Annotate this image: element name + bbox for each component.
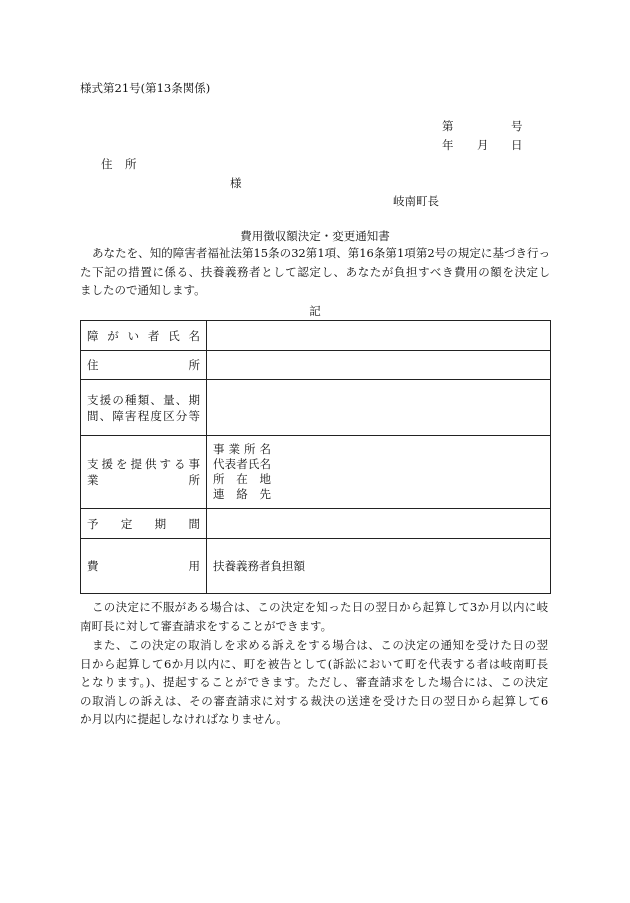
disabled-person-name-label: 障がい者氏名	[81, 321, 207, 351]
address-cell[interactable]	[207, 351, 551, 380]
provider-contact-label: 連 絡 先	[213, 487, 271, 501]
notes-p1-line-2: 南町長に対して審査請求をすることができます。	[80, 618, 333, 633]
address-label-2: 所	[125, 157, 137, 171]
intro-paragraph	[80, 244, 550, 300]
intro-line-3: ましたので通知します。	[80, 283, 206, 297]
notes-p2-line-1: また、この決定の取消しを求める訴えをする場合は、この決定の通知を受けた日の翌	[92, 638, 548, 652]
scheduled-period-cell[interactable]	[207, 509, 551, 539]
table-row	[81, 351, 551, 380]
date-year: 年	[442, 138, 454, 152]
document-number-go: 号	[511, 119, 523, 133]
table-row	[81, 436, 551, 509]
table-row	[81, 380, 551, 436]
notes-p2-line-4: の取消しの訴えは、その審査請求に対する裁決の送達を受けた日の翌日から起算して6	[80, 693, 548, 708]
disabled-person-name-cell[interactable]	[207, 321, 551, 351]
support-type-cell[interactable]	[207, 380, 551, 436]
document-number-dai: 第	[442, 119, 454, 133]
address-row-label: 住 所	[81, 351, 207, 380]
addressee-honorific: 様	[230, 176, 242, 190]
notes-p2-line-2: 日から起算して6か月以内に、町を被告として(訴訟において町を代表する者は岐南町長	[80, 656, 548, 671]
date-day: 日	[511, 138, 523, 152]
provider-cell	[207, 436, 551, 509]
document-title: 費用徴収額決定・変更通知書	[240, 229, 390, 243]
form-table	[80, 320, 551, 594]
provider-location-label: 所 在 地	[213, 472, 271, 486]
support-type-label: 支援の種類、量、期間、障害程度区分等	[81, 380, 207, 436]
scheduled-period-label: 予定期間	[81, 509, 207, 539]
cost-cell: 扶養義務者負担額	[207, 539, 551, 594]
address-label-1: 住	[101, 157, 113, 171]
intro-line-2: た下記の措置に係る、扶養義務者として認定し、あなたが負担すべき費用の額を決定し	[80, 264, 550, 279]
provider-office-name-label: 事 業 所 名	[213, 442, 271, 456]
table-row	[81, 539, 551, 594]
form-number: 様式第21号(第13条関係)	[80, 81, 211, 95]
provider-representative-label: 代 表 者 氏 名	[213, 457, 271, 471]
table-row	[81, 321, 551, 351]
notes-p2-line-5: か月以内に提起しなければなりません。	[80, 712, 288, 726]
intro-line-1: あなたを、知的障害者福祉法第15条の32第1項、第16条第1項第2号の規定に基づき行っ	[92, 246, 550, 260]
ki-heading: 記	[309, 304, 321, 318]
table-row	[81, 509, 551, 539]
notes-paragraph-2	[80, 636, 548, 729]
notes-p1-line-1: この決定に不服がある場合は、この決定を知った日の翌日から起算して3か月以内に岐	[92, 600, 548, 614]
cost-label: 費 用	[81, 539, 207, 594]
notes-paragraph-1	[80, 598, 548, 635]
date-month: 月	[477, 138, 489, 152]
notes-p2-line-3: となります。)、提起することができます。ただし、審査請求をした場合には、この決定	[80, 675, 548, 689]
provider-label: 支援を提供する事 業 所	[81, 436, 207, 509]
issuer-name: 岐南町長	[393, 194, 439, 208]
